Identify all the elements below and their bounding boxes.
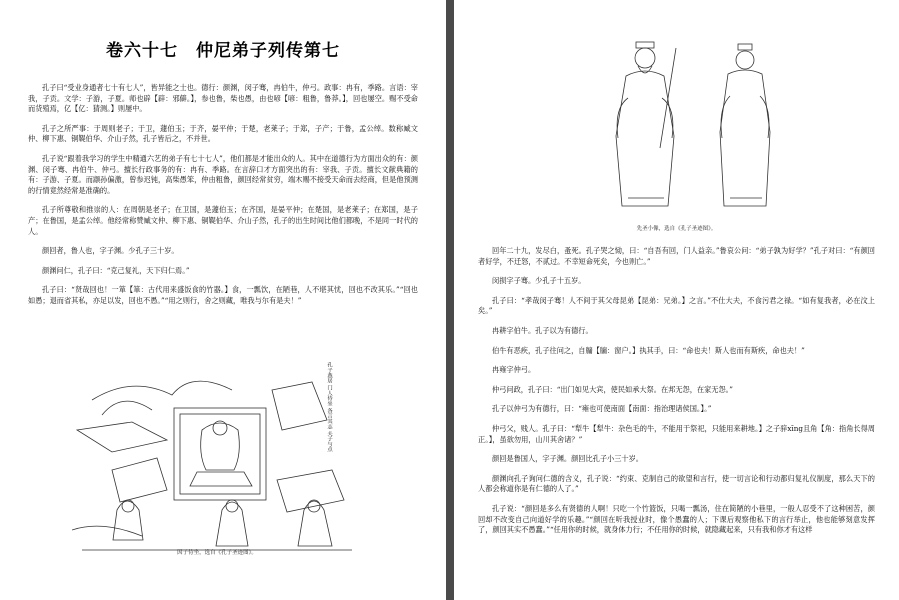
paragraph: 孔子曰“受业身通者七十有七人”，皆异能之士也。德行：颜渊，闵子骞，冉伯牛，仲弓。政事：冉有，季路。言语：宰我，子贡。文学：子游，子夏。师也辟【辟：邪僻。】，参也鲁，柴也愚，由也喭【喭：粗鲁，鲁莽。】，回也屡空。赐不受命而货殖焉，亿【亿：猜测。】则屡中。 <box>28 83 418 114</box>
scene-drawing-icon <box>72 360 362 558</box>
paragraph: 仲弓父，贱人。孔子曰：“犁牛【犁牛：杂色毛的牛，不能用于祭祀，只能用来耕地。】之子骍xīng且角【角：指角长得周正。】，虽欲勿用，山川其舍诸？” <box>478 423 875 444</box>
illustration-caption: 先圣小像，选自《孔子圣迹图》。 <box>636 226 717 232</box>
paragraph: 回年二十九，发尽白，蚤死。孔子哭之恸，曰：“自吾有回，门人益亲。”鲁哀公问：“弟子孰为好学？”孔子对曰：“有颜回者好学，不迁怒，不贰过。不幸短命死矣，今也则亡。” <box>478 246 875 266</box>
inscription: 孔子燕居 门人侍坐 各言其志 夫子与点 <box>326 362 332 452</box>
illustration-sage-portraits <box>598 38 808 218</box>
paragraph: 冉耕字伯牛。孔子以为有德行。 <box>492 325 593 335</box>
paragraph: 孔子说：“颜回是多么有贤德的人啊！只吃一个竹篮饭，只喝一瓢汤，住在简陋的小巷里，一般人忍受不了这种困苦，颜回却不改变自己向道好学的乐趣。”“颜回在听我授业时，像个愚蠢的人；下课后观察他私下的言行举止，他也能够刻意发挥了，颜回其实不愚蠢。”“任用你的时候，就身体力行；不任用你的时候，就隐藏起来，只有我和你才有这样 <box>478 503 875 535</box>
paragraph: 伯牛有恶疾，孔子往问之，自牖【牖：窗户。】执其手，曰：“命也夫！斯人也而有斯疾，命也夫！” <box>492 345 805 355</box>
paragraph: 颜回是鲁国人，字子渊。颜回比孔子小三十岁。 <box>492 454 643 464</box>
paragraph: 闵损字子骞。少孔子十五岁。 <box>492 276 586 286</box>
paragraph: 仲弓问政，孔子曰：“出门如见大宾，使民如承大祭。在邦无怨，在家无怨。” <box>492 384 733 394</box>
right-page <box>454 0 899 600</box>
paragraph: 孔子所尊敬和推崇的人：在周朝是老子；在卫国，是蘧伯玉；在齐国，是晏平仲；在楚国，是老莱子；在郑国，是子产；在鲁国，是孟公绰。他经常称赞臧文仲、柳下惠、铜鞮伯华、介山子然，孔子的出生时间比他们都晚，不是同一时代的人。 <box>28 205 418 236</box>
page-gutter <box>446 0 454 600</box>
paragraph: 孔子曰：“孝哉闵子骞！人不间于其父母昆弟【昆弟：兄弟。】之言。”不仕大夫，不食污君之禄。“如有复我者，必在汶上矣。” <box>478 295 875 316</box>
illustration-caption: 因子侍坐，选自《孔子圣迹图》。 <box>177 550 257 556</box>
paragraph: 孔子说“跟着我学习的学生中精通六艺的弟子有七十七人”，他们都是才能出众的人。其中在道德行为方面出众的有：颜渊、闵子骞、冉伯牛、仲弓。擅长行政事务的有：冉有、季路。在言辞口才方面突出的有：宰我、子贡。擅长文献典籍的有：子游、子夏。而颛孙偏激，曾参迟钝，高柴愚笨，仲由粗鲁，颜回经常贫穷，端木赐不接受天命而去经商，但是他预测的行情竟然经常是准确的。 <box>28 153 418 195</box>
chapter-title: 卷六十七 仲尼弟子列传第七 <box>106 41 340 61</box>
paragraph: 冉雍字仲弓。 <box>492 365 536 375</box>
left-page <box>0 0 446 600</box>
paragraph: 孔子之所严事：于周则老子；于卫，蘧伯玉；于齐，晏平仲；于楚，老莱子；于郑，子产；于鲁，孟公绰。数称臧文仲、柳下惠、铜鞮伯华、介山子然，孔子皆后之，不并世。 <box>28 123 418 144</box>
portrait-drawing-icon <box>598 38 808 218</box>
paragraph: 孔子以仲弓为有德行，曰：“雍也可使南面【南面：指治理诸侯国。】。” <box>492 404 712 414</box>
illustration-confucius-seated <box>72 360 362 558</box>
paragraph: 孔子曰：“贤哉回也！一箪【箪：古代用来盛饭食的竹器。】食，一瓢饮，在陋巷，人不堪其忧，回也不改其乐。”“回也如愚；退而省其私，亦足以发，回也不愚。”“用之则行，舍之则藏，唯我与尔有是夫！” <box>28 285 418 305</box>
paragraph: 颜渊向孔子询问仁德的含义，孔子说：“约束、克制自己的欲望和言行，使一切言论和行动都归复礼仪制度，那么天下的人都会称道你是有仁德的人了。” <box>478 473 875 494</box>
paragraph: 颜回者，鲁人也，字子渊。少孔子三十岁。 <box>42 246 179 256</box>
paragraph: 颜渊问仁，孔子曰：“克己复礼，天下归仁焉。” <box>42 265 190 275</box>
